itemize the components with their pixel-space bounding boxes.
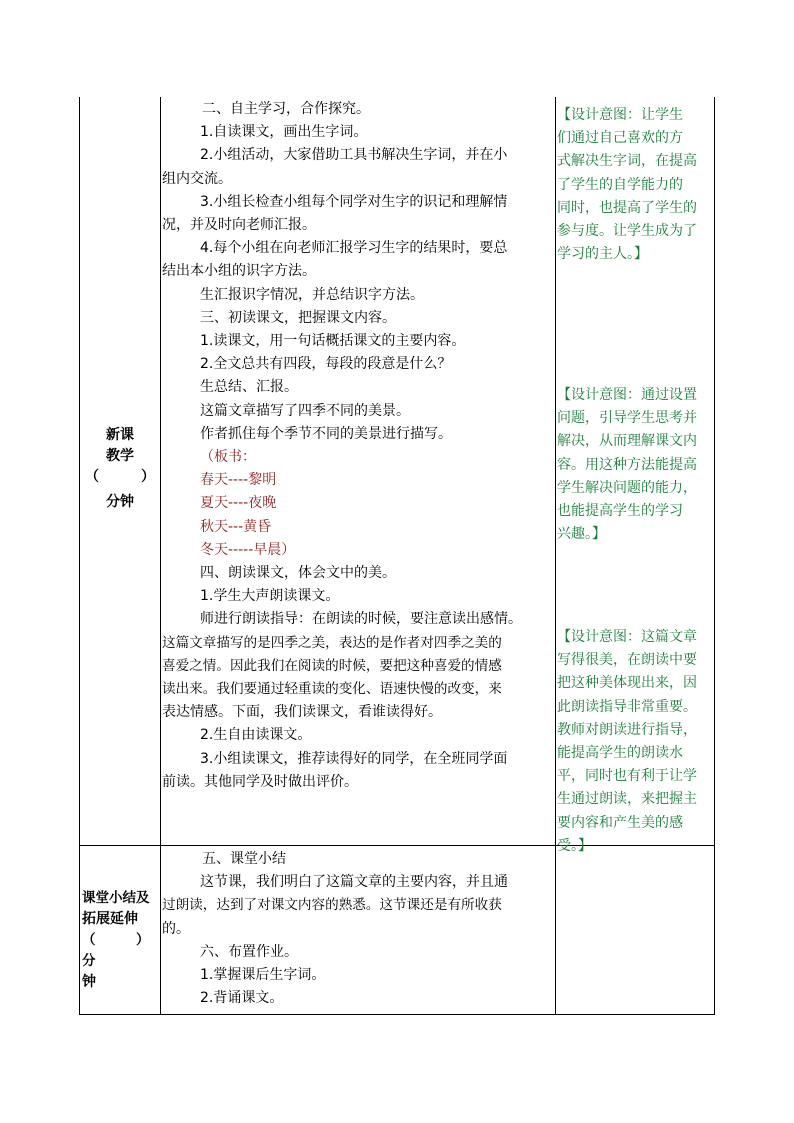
note-line: 【设计意图：让学生	[557, 107, 683, 123]
design-intent-note-2	[557, 384, 714, 546]
content-line: 作者抓住每个季节不同的美景进行描写。	[200, 425, 452, 442]
new-lesson-label-cell	[80, 425, 160, 513]
note-line: 参与度。让学生成为了	[557, 223, 697, 240]
table-border-col2	[555, 97, 556, 1015]
label-line: 新课	[106, 427, 134, 443]
note-line: 式解决生字词，在提高	[557, 153, 697, 170]
content-line: 4.每个小组在向老师汇报学习生字的结果时，要总	[200, 240, 508, 257]
content-line: 1.自读课文，画出生字词。	[200, 124, 368, 141]
note-line: 【设计意图：这篇文章	[557, 629, 697, 645]
board-note-line: 春天----黎明	[200, 472, 277, 489]
table-border-bottom	[79, 1014, 715, 1015]
label-line: 课堂小结及	[82, 890, 150, 906]
label-line: 钟	[82, 974, 96, 990]
table-border-right	[714, 97, 715, 1015]
content-line: 3.小组读课文，推荐读得好的同学，在全班同学面	[200, 750, 508, 767]
note-line: 学习的主人。】	[557, 246, 648, 263]
content-line: 过朗读，达到了对课文内容的熟悉。这节课还是有所收获	[162, 897, 502, 914]
note-line: 容。用这种方法能提高	[557, 456, 697, 473]
table-border-left	[79, 97, 80, 1015]
note-line: 受。】	[557, 837, 592, 854]
content-line: 这篇文章描写了四季不同的美景。	[200, 402, 410, 419]
note-line: 此朗读指导非常重要。	[557, 698, 697, 715]
content-line: 2.生自由读课文。	[200, 727, 312, 744]
note-line: 了学生的自学能力的	[557, 176, 683, 193]
label-line: （ ）	[85, 469, 155, 485]
content-line: 二、自主学习，合作探究。	[202, 101, 370, 117]
board-note-line: （板书：	[200, 449, 256, 466]
note-line: 同时，也提高了学生的	[557, 199, 697, 216]
note-line: 解决，从而理解课文内	[557, 433, 697, 450]
note-line: 【设计意图：通过设置	[557, 387, 697, 403]
content-line: 生汇报识字情况，并总结识字方法。	[200, 286, 424, 303]
note-line: 兴趣。】	[557, 526, 606, 543]
content-line: 这节课，我们明白了这篇文章的主要内容，并且通	[200, 874, 508, 891]
label-line: 拓展延伸	[82, 911, 138, 927]
note-line: 把这种美体现出来，因	[557, 675, 697, 692]
content-line: 2.背诵课文。	[200, 990, 284, 1007]
content-line: 五、课堂小结	[202, 851, 286, 867]
content-line: 师进行朗读指导：在朗读的时候，要注意读出感情。	[200, 611, 522, 628]
content-line: 1.掌握课后生字词。	[200, 967, 326, 984]
note-line: 也能提高学生的学习	[557, 503, 683, 520]
note-line: 问题，引导学生思考并	[557, 410, 697, 427]
content-line: 读出来。我们要通过轻重读的变化、语速快慢的改变，来	[162, 681, 502, 698]
label-line: 教学	[106, 448, 134, 464]
content-line: 2.全文总共有四段，每段的段意是什么？	[200, 356, 452, 373]
note-line: 能提高学生的朗读水	[557, 745, 683, 762]
note-line: 写得很美，在朗读中要	[557, 652, 697, 669]
content-line: 组内交流。	[162, 170, 232, 187]
content-line: 这篇文章描写的是四季之美，表达的是作者对四季之美的	[162, 634, 502, 651]
board-note-line: 冬天-----早晨）	[200, 541, 296, 558]
label-line: （ ）分	[82, 932, 150, 969]
content-line: 生总结、汇报。	[200, 379, 298, 396]
content-line: 1.学生大声朗读课文。	[200, 588, 340, 605]
note-line: 们通过自己喜欢的方	[557, 130, 683, 147]
content-line: 的。	[162, 920, 190, 937]
content-line: 结出本小组的识字方法。	[162, 263, 316, 280]
content-line: 六、布置作业。	[200, 943, 298, 960]
content-line: 三、初读课文，把握课文内容。	[200, 309, 396, 326]
content-line: 四、朗读课文，体会文中的美。	[200, 565, 396, 582]
content-line: 前读。其他同学及时做出评价。	[162, 773, 358, 790]
content-line: 况，并及时向老师汇报。	[162, 217, 316, 234]
note-line: 要内容和产生美的感	[557, 814, 683, 831]
note-line: 学生解决问题的能力，	[557, 479, 697, 496]
label-line: 分钟	[106, 494, 134, 510]
content-line: 3.小组长检查小组每个同学对生字的识记和理解情	[200, 193, 508, 210]
content-line: 表达情感。下面，我们读课文，看谁读得好。	[162, 704, 442, 721]
summary-label-cell	[80, 888, 160, 993]
design-intent-note-3	[557, 626, 714, 858]
new-lesson-content-cell	[160, 98, 555, 794]
content-line: 喜爱之情。因此我们在阅读的时候，要把这种喜爱的情感	[162, 657, 502, 674]
content-line: 2.小组活动，大家借助工具书解决生字词，并在小	[200, 147, 508, 164]
board-note-line: 夏天----夜晚	[200, 495, 277, 512]
summary-content-cell	[160, 848, 555, 1010]
note-line: 平，同时也有利于让学	[557, 768, 697, 785]
design-intent-note-1	[557, 104, 714, 266]
board-note-line: 秋天---黄昏	[200, 518, 272, 535]
note-line: 生通过朗读，来把握主	[557, 791, 697, 808]
content-line: 1.读课文，用一句话概括课文的主要内容。	[200, 333, 466, 350]
note-line: 教师对朗读进行指导，	[557, 721, 697, 738]
